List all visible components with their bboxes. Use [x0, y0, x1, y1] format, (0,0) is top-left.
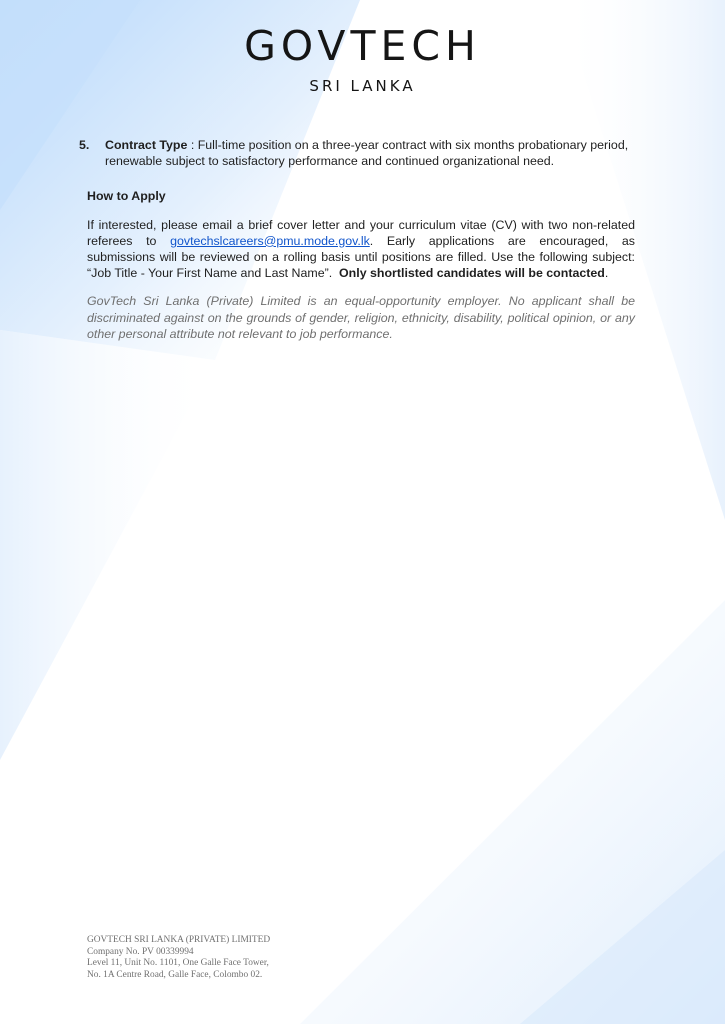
footer-address-line1: Level 11, Unit No. 1101, One Galle Face Tower, [87, 958, 269, 969]
how-to-apply-paragraph [87, 217, 639, 282]
footer-company-number: Company No. PV 00339994 [87, 946, 194, 957]
document-body [79, 137, 639, 342]
contract-type-label: Contract Type [105, 138, 188, 152]
contract-type-text [105, 137, 635, 169]
list-number: 5. [79, 138, 90, 152]
contract-type-item [79, 137, 635, 169]
footer-company-name: GOVTECH SRI LANKA (PRIVATE) LIMITED [87, 935, 271, 945]
contract-separator: : [187, 138, 198, 152]
how-to-apply-heading: How to Apply [87, 189, 166, 204]
apply-text-after-link: . Early applications are encouraged, as submissions will be reviewed on a rolling basis until positions are filled. Use the following subject: “Job Title - Your First Name and Last Name”. [87, 233, 639, 281]
shortlisted-notice: Only shortlisted candidates will be contacted [339, 266, 605, 281]
equal-opportunity-statement: GovTech Sri Lanka (Private) Limited is an equal-opportunity employer. No applicant shall be discriminated against on the grounds of gender, religion, ethnicity, disability, political opinion, or any other personal attribute not relevant to job performance. [87, 294, 635, 341]
logo-wordmark: GOVTECH [244, 22, 481, 70]
apply-text-end: . [604, 266, 609, 281]
contract-description: Full-time position on a three-year contract with six months probationary period, renewable subject to satisfactory performance and continued organizational need. [105, 138, 629, 169]
company-footer [87, 935, 487, 981]
apply-text-before-link: If interested, please email a brief cover letter and your curriculum vitae (CV) with two non-related referees to [87, 217, 635, 248]
govtech-logo [0, 24, 725, 95]
logo-subtitle: SRI LANKA [309, 77, 416, 95]
footer-address-line2: No. 1A Centre Road, Galle Face, Colombo 02. [87, 969, 263, 980]
careers-email-link[interactable]: govtechslcareers@pmu.mode.gov.lk [170, 233, 370, 248]
